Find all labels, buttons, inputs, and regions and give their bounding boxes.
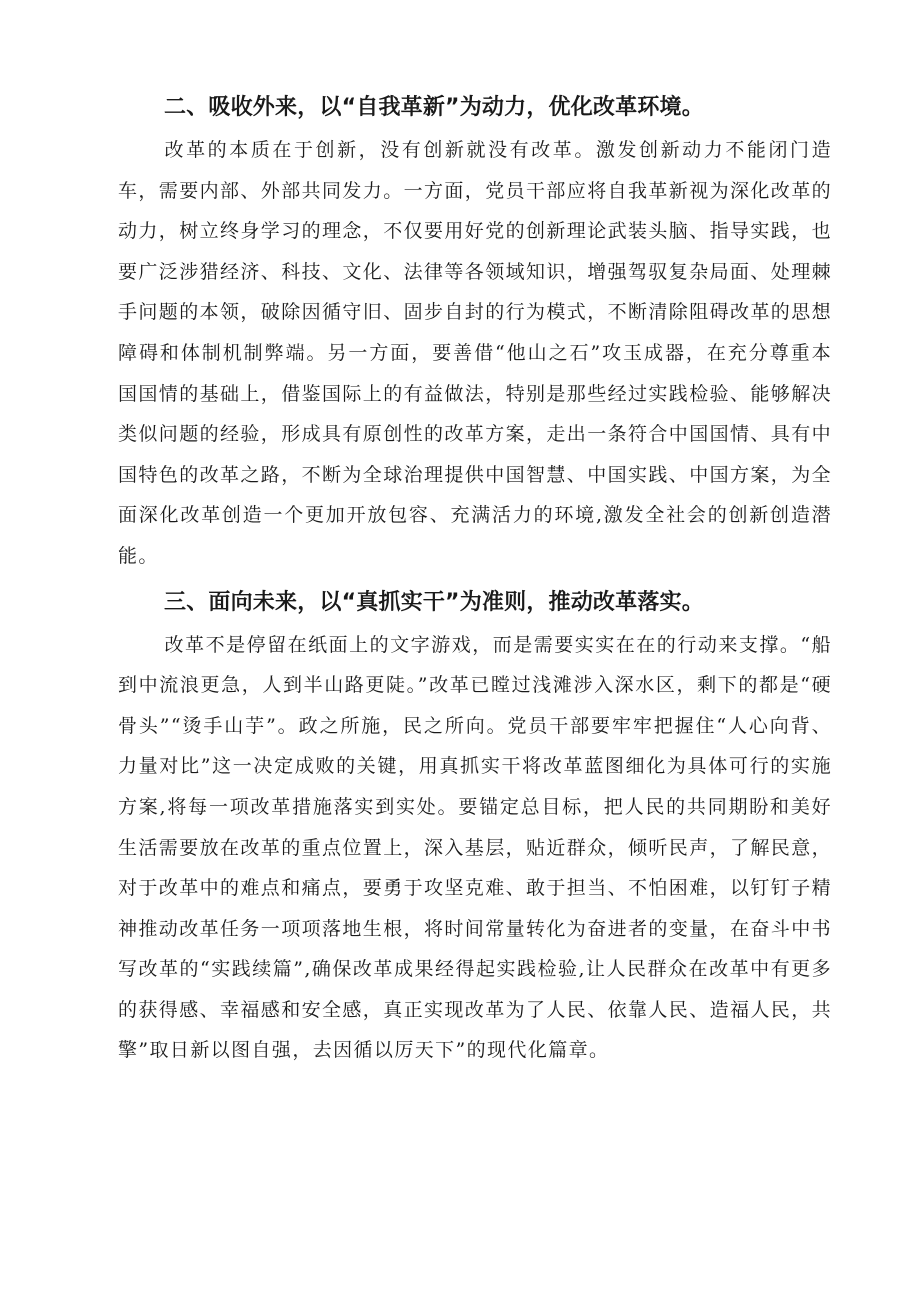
- section-two: [118, 86, 832, 577]
- section-heading: 三、面向未来，以“真抓实干”为准则，推动改革落实。: [164, 589, 704, 615]
- section-paragraph: 改革的本质在于创新，没有创新就没有改革。激发创新动力不能闭门造车，需要内部、外部共同发力。一方面，党员干部应将自我革新视为深化改革的动力，树立终身学习的理念，不仅要用好党的创新理论武装头脑、指导实践，也要广泛涉猎经济、科技、文化、法律等各领域知识，增强驾驭复杂局面、处理棘手问题的本领，破除因循守旧、固步自封的行为模式，不断清除阻碍改革的思想障碍和体制机制弊端。另一方面，要善借“他山之石”攻玉成器，在充分尊重本国国情的基础上，借鉴国际上的有益做法，特别是那些经过实践检验、能够解决类似问题的经验，形成具有原创性的改革方案，走出一条符合中国国情、具有中国特色的改革之路，不断为全球治理提供中国智慧、中国实践、中国方案，为全面深化改革创造一个更加开放包容、充满活力的环境,激发全社会的创新创造潜能。: [118, 139, 833, 567]
- document-body: [118, 86, 832, 1071]
- section-paragraph: 改革不是停留在纸面上的文字游戏，而是需要实实在在的行动来支撑。“船到中流浪更急，人到半山路更陡。”改革已瞠过浅滩涉入深水区，剩下的都是“硬骨头”“烫手山芋”。政之所施，民之所向。党员干部要牢牢把握住“人心向背、力量对比”这一决定成败的关键，用真抓实干将改革蓝图细化为具体可行的实施方案,将每一项改革措施落实到实处。要锚定总目标，把人民的共同期盼和美好生活需要放在改革的重点位置上，深入基层，贴近群众，倾听民声，了解民意，对于改革中的难点和痛点，要勇于攻坚克难、敢于担当、不怕困难，以钉钉子精神推动改革任务一项项落地生根，将时间常量转化为奋进者的变量，在奋斗中书写改革的“实践续篇”,确保改革成果经得起实践检验,让人民群众在改革中有更多的获得感、幸福感和安全感，真正实现改革为了人民、依靠人民、造福人民，共擎”取日新以图自强，去因循以厉天下”的现代化篇章。: [118, 633, 833, 1062]
- section-heading: 二、吸收外来，以“自我革新”为动力，优化改革环境。: [164, 95, 704, 120]
- section-three: [118, 581, 832, 1072]
